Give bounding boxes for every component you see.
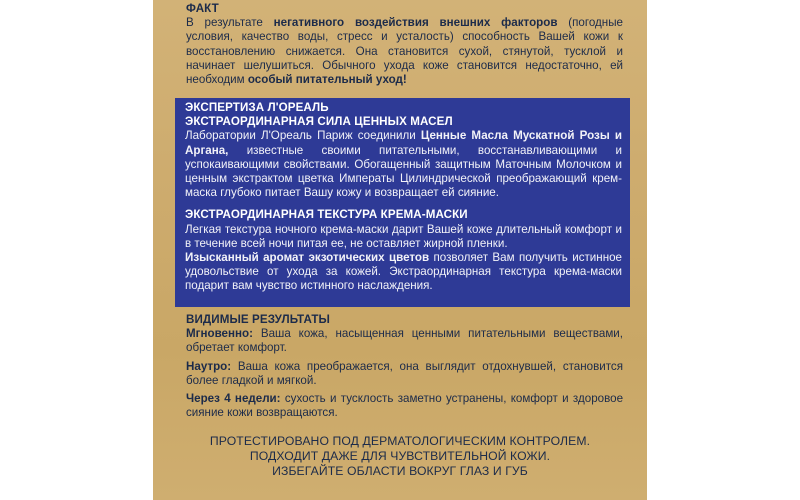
results-section <box>153 313 647 424</box>
fact-emphasis-factors: негативного воздействия внешних факторов <box>273 16 558 30</box>
fact-paragraph <box>186 16 623 87</box>
aroma-paragraph <box>185 251 622 294</box>
oils-heading: ЭКСТРАОРДИНАРНАЯ СИЛА ЦЕННЫХ МАСЕЛ <box>185 115 453 129</box>
fact-text-1: В результате <box>186 16 274 30</box>
oils-text-2: известные своими питательными, восстанавливающими и успокаивающими свойствами. Обогащенный защитным Маточным Молочком и ценным экстрактом цветка Императы Цилиндрической преображающий крем-маска глубоко питает Вашу кожу и возвращает ей сияние. <box>185 143 622 200</box>
result-instant-text: Ваша кожа, насыщенная ценными питательными веществами, обретает комфорт. <box>186 327 623 355</box>
expertise-box <box>175 98 630 307</box>
result-morning-label: Наутро: <box>186 359 232 373</box>
fact-exclamation: ! <box>402 73 407 87</box>
result-morning-text: Ваша кожа преображается, она выглядит отдохнувшей, становится более гладкой и мягкой. <box>186 359 623 387</box>
results-heading: ВИДИМЫЕ РЕЗУЛЬТАТЫ <box>186 313 330 326</box>
result-4weeks-text: сухость и тусклость заметно устранены, комфорт и здоровое сияние кожи возвращаются. <box>186 392 624 420</box>
result-4weeks-label: Через 4 недели: <box>186 392 281 406</box>
footer-line-2: ПОДХОДИТ ДАЖЕ ДЛЯ ЧУВСТВИТЕЛЬНОЙ КОЖИ. <box>249 449 551 463</box>
oils-paragraph <box>185 129 622 200</box>
fact-text-2: (погодные условия, качество воды, стресс и усталость) способность Вашей кожи к восстановлению снижается. Она становится сухой, стянутой, тусклой и начинает шелушиться. Обычного ухода коже становится недостаточно, ей необходим <box>186 16 623 87</box>
result-instant <box>186 327 623 355</box>
fact-section <box>153 2 647 87</box>
texture-paragraph: Легкая текстура ночного крема-маски дарит Вашей коже длительный комфорт и в течение всей ночи питая ее, не оставляет жирной пленки. <box>185 222 622 250</box>
fact-emphasis-care: особый питательный уход <box>247 73 403 87</box>
fact-heading: ФАКТ <box>186 2 219 15</box>
texture-heading: ЭКСТРАОРДИНАРНАЯ ТЕКСТУРА КРЕМА-МАСКИ <box>185 208 468 222</box>
footer-line-3: ИЗБЕГАЙТЕ ОБЛАСТИ ВОКРУГ ГЛАЗ И ГУБ <box>272 464 528 478</box>
footer-line-1: ПРОТЕСТИРОВАНО ПОД ДЕРМАТОЛОГИЧЕСКИМ КОНТРОЛЕМ. <box>209 434 591 448</box>
footer-notice <box>153 434 647 479</box>
result-instant-label: Мгновенно: <box>186 327 253 341</box>
product-description-panel <box>153 0 647 500</box>
result-4weeks <box>186 392 623 420</box>
oils-emphasis: Ценные Масла Мускатной Розы и Аргана, <box>185 129 623 157</box>
oils-text-1: Лаборатории Л'Ореаль Париж соединили <box>185 129 421 143</box>
expertise-heading: ЭКСПЕРТИЗА Л'ОРЕАЛЬ <box>185 101 329 114</box>
aroma-emphasis: Изысканный аромат экзотических цветов <box>185 251 430 265</box>
aroma-text: позволяет Вам получить истинное удовольствие от ухода за кожей. Экстраординарная текстура крема-маски подарит вам чувство истинного наслаждения. <box>185 251 622 293</box>
result-morning <box>186 360 623 388</box>
